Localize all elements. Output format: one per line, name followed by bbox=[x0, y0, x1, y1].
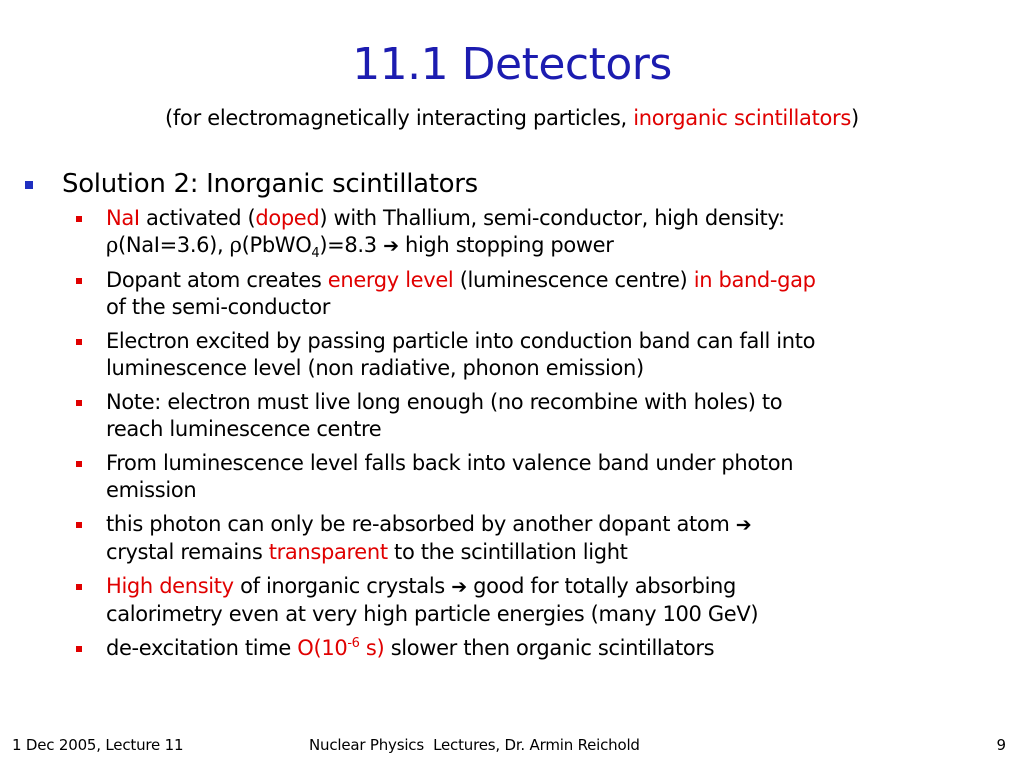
list-item bbox=[106, 205, 1006, 260]
item-text: of inorganic crystals bbox=[233, 574, 452, 598]
highlight-text: transparent bbox=[268, 540, 388, 564]
item-text: slower then organic scintillators bbox=[384, 636, 715, 660]
highlight-text: s) bbox=[359, 636, 385, 660]
superscript: -6 bbox=[347, 636, 360, 651]
list-item bbox=[106, 267, 1006, 321]
main-bullet-text: Solution 2: Inorganic scintillators bbox=[62, 169, 478, 199]
item-text: Dopant atom creates bbox=[106, 268, 328, 292]
bullet-marker bbox=[76, 278, 82, 284]
subtitle-text: (for electromagnetically interacting particles, bbox=[165, 106, 634, 130]
item-line: luminescence level (non radiative, phonon emission) bbox=[106, 356, 644, 380]
bullet-marker bbox=[76, 461, 82, 467]
item-line bbox=[106, 233, 614, 262]
page-number: 9 bbox=[996, 736, 1006, 754]
item-line: emission bbox=[106, 478, 197, 502]
item-line: of the semi-conductor bbox=[106, 295, 331, 319]
item-line bbox=[106, 540, 628, 564]
list-item bbox=[106, 328, 1006, 382]
slide-subtitle bbox=[0, 103, 1024, 133]
rho-symbol: ρ bbox=[229, 233, 242, 257]
item-text: high stopping power bbox=[398, 233, 614, 257]
item-text: crystal remains bbox=[106, 540, 269, 564]
item-line bbox=[106, 268, 816, 292]
highlight-text: doped bbox=[255, 206, 320, 230]
item-text: (NaI=3.6), bbox=[118, 233, 230, 257]
item-line: reach luminescence centre bbox=[106, 417, 382, 441]
item-line bbox=[106, 574, 736, 598]
item-line: From luminescence level falls back into valence band under photon bbox=[106, 451, 794, 475]
item-text: de-excitation time bbox=[106, 636, 298, 660]
slide-title: 11.1 Detectors bbox=[352, 39, 672, 90]
bullet-marker bbox=[76, 522, 82, 528]
item-line: calorimetry even at very high particle energies (many 100 GeV) bbox=[106, 602, 759, 626]
footer-course: Nuclear Physics Lectures, Dr. Armin Reichold bbox=[309, 736, 640, 754]
sub-bullet-list bbox=[106, 205, 1006, 669]
subscript: 4 bbox=[311, 246, 320, 262]
list-item bbox=[106, 573, 1006, 628]
highlight-text: NaI bbox=[106, 206, 140, 230]
item-line bbox=[106, 206, 785, 230]
subtitle-close: ) bbox=[851, 106, 859, 130]
list-item bbox=[106, 635, 1006, 662]
item-text: activated ( bbox=[139, 206, 256, 230]
highlight-text: in band-gap bbox=[693, 268, 816, 292]
list-item bbox=[106, 389, 1006, 443]
highlight-text: energy level bbox=[327, 268, 454, 292]
bullet-marker bbox=[76, 646, 82, 652]
rho-symbol: ρ bbox=[106, 233, 118, 257]
list-item bbox=[106, 450, 1006, 504]
item-text: (luminescence centre) bbox=[453, 268, 694, 292]
item-text: (PbWO bbox=[241, 233, 312, 257]
list-item bbox=[106, 511, 1006, 566]
item-line: Note: electron must live long enough (no recombine with holes) to bbox=[106, 390, 783, 414]
item-line: Electron excited by passing particle into conduction band can fall into bbox=[106, 329, 816, 353]
highlight-text: O(10 bbox=[297, 636, 348, 660]
footer-date: 1 Dec 2005, Lecture 11 bbox=[12, 736, 184, 754]
item-text: ) with Thallium, semi-conductor, high density: bbox=[319, 206, 785, 230]
bullet-marker bbox=[76, 584, 82, 590]
subtitle-highlight: inorganic scintillators bbox=[633, 106, 852, 130]
highlight-text: High density bbox=[106, 574, 234, 598]
bullet-marker bbox=[76, 339, 82, 345]
bullet-marker bbox=[76, 216, 82, 222]
item-text: )=8.3 bbox=[319, 233, 384, 257]
arrow-right-icon: ➔ bbox=[735, 514, 752, 536]
item-text: this photon can only be re-absorbed by another dopant atom bbox=[106, 512, 736, 536]
arrow-right-icon: ➔ bbox=[383, 235, 399, 257]
main-bullet-marker bbox=[25, 181, 33, 189]
bullet-marker bbox=[76, 400, 82, 406]
item-line bbox=[106, 636, 714, 660]
item-text: to the scintillation light bbox=[387, 540, 628, 564]
item-text: good for totally absorbing bbox=[466, 574, 736, 598]
arrow-right-icon: ➔ bbox=[451, 576, 467, 598]
item-line bbox=[106, 512, 751, 536]
